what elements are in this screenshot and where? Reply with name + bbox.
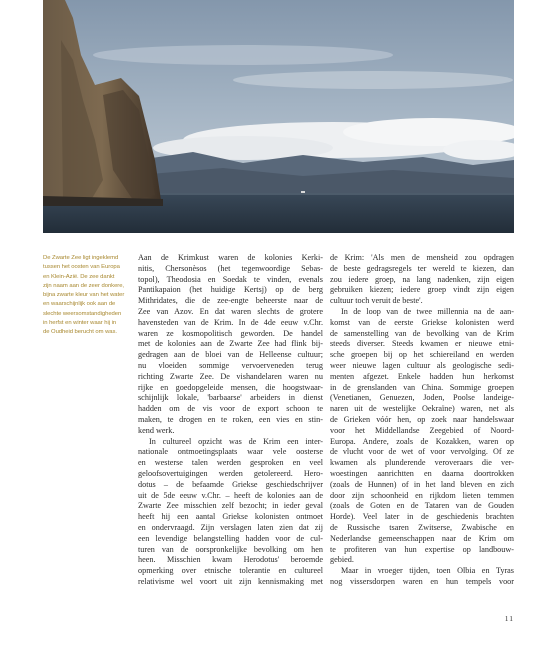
text-line: relativisme wel voort uit zijn kennismaking met (138, 576, 323, 586)
caption-line: de Oudheid berucht om was. (43, 329, 118, 335)
text-line: richting Zwarte Zee. De vishandelaren waren nu (138, 371, 323, 381)
body-text-left-column (138, 253, 323, 588)
text-line: (Venetianen, Genuezen, Joden, Poolse landeige- (330, 393, 514, 403)
text-line: nog vissersdorpen waren en hun tempels voor (330, 576, 514, 586)
text-line: komst van de eerste Griekse kolonisten werd (330, 317, 514, 327)
text-line: Zwarte Zee misschien zelf bezocht; in ieder geval (138, 501, 323, 511)
body-text-right-column (330, 253, 514, 588)
caption-line: en waarschijnlijk ook aan de (43, 301, 116, 308)
caption-line: in herfst en winter waar hij in (43, 319, 117, 326)
text-line: turen van de oorspronkelijke bevolking om hen (138, 544, 323, 554)
text-line: geloofsovertuigingen werden getolereerd. Hero- (138, 468, 323, 478)
text-line: schijnlijk lokale, 'barbaarse' arbeiders in dienst (138, 393, 323, 403)
text-line: uit de 5de eeuw v.Chr. – heeft de kolonies aan de (138, 490, 323, 500)
text-line: topol), Theodosia en Soedak te vinden, evenals (138, 274, 323, 284)
text-line: waren ze kosmopolitisch geworden. De handel (138, 328, 323, 338)
text-line: Nederlandse gemeenschappen naar de Krim om (330, 533, 514, 543)
text-line: gedragen aan de bloei van de Helleense cultuur; (138, 350, 323, 360)
text-line: nitis, Chersonèsos (het tegenwoordige Sebas- (138, 263, 323, 273)
text-line: In cultureel opzicht was de Krim een inter- (149, 436, 323, 446)
caption-line: zijn naam aan de zeer donkere, (43, 282, 125, 289)
text-line: te profiteren van hun expertise op landbouw- (330, 544, 514, 554)
text-line: In de loop van de twee millennia na de aan- (341, 306, 514, 316)
text-line: maken, te drogen en te roken, een vies en stin- (138, 414, 323, 424)
text-line: Europa. Andere, zoals de Kozakken, waren op (330, 436, 514, 446)
text-line: zou iedere groep, na lang nadenken, zijn eigen (330, 274, 514, 284)
text-line: menten afgezet. Enkele hadden hun herkomst (330, 371, 514, 381)
text-line: Zee van Azov. En dat waren slechts de grotere (138, 306, 323, 316)
text-line: een levendige belangstelling hadden voor de cul- (138, 533, 323, 543)
text-line: en westerse talen werden gesproken en veel (138, 458, 323, 468)
text-line: voor het Middellandse Zeegebied of Noord- (330, 425, 514, 435)
text-line: kwamen als plunderende veroveraars die ver- (330, 458, 514, 468)
text-line: (zoals de Goten en de Tataren van de Gouden (330, 501, 514, 511)
text-line: door zijn schoonheid en rijkdom lieten temmen (330, 490, 514, 500)
photo-caption (43, 254, 125, 337)
text-line: de Grieken vóór hen, op zoek naar handelswaar (330, 414, 514, 424)
text-line: Pantikapaion (het huidige Kertsj) op de berg (138, 285, 323, 295)
text-line: hadden om de vis voor de export schoon te (138, 404, 323, 414)
text-line: sche groepen bij op het schiereiland en werden (330, 350, 514, 360)
text-line: havensteden van de Krim. In de 4de eeuw v.Chr. (138, 317, 323, 327)
text-line: Aan de Krimkust waren de kolonies Kerki- (138, 253, 323, 262)
text-line: in de grenslanden van China. Sommige groepen (330, 382, 514, 392)
text-line: rijke en goedopgeleide mensen, die hoogstwaar- (138, 382, 323, 392)
text-line: de Russische tsaren Zwitserse, Zwabische en (330, 522, 514, 532)
text-line: Horde). Veel later in de geschiedenis brachten (330, 512, 514, 522)
text-line: woestingen aanrichtten en daarna doortrokken (330, 468, 514, 478)
text-line: dotus – de befaamde Griekse geschiedschrijver (138, 479, 323, 489)
text-line: met de kolonies aan de Zwarte Zee had flink bij- (138, 339, 323, 349)
text-line: nu vloeiden sommige vervoerveneden terug (138, 360, 323, 370)
text-line: naren uit de westelijke Oekraïne) waren, net als (330, 404, 514, 414)
text-line: heen. Misschien kwam Herodotus' beroemde (138, 555, 323, 565)
text-line: gebruiken kiezen; iedere groep vindt zijn eigen (330, 285, 514, 295)
text-line: nationale ontmoetingsplaats waar vele oosterse (138, 447, 323, 457)
text-line: de beste gedragsregels ter wereld te kiezen, dan (330, 263, 514, 273)
caption-line: De Zwarte Zee ligt ingeklemd (43, 255, 119, 261)
hero-photo (43, 0, 514, 233)
caption-line: bijna zwarte kleur van het water (43, 292, 125, 298)
text-line: de vlucht voor de wet of voor vervolging. Of ze (330, 447, 514, 457)
text-line: gebied. (330, 555, 354, 565)
text-line: heeft hij een aantal Griekse kolonisten ontmoet (138, 512, 323, 522)
text-line: kend werk. (138, 425, 175, 435)
text-line: de samenstelling van de bevolking van de Krim (330, 328, 514, 338)
caption-line: tussen het oosten van Europa (43, 264, 120, 271)
text-line: (zoals de Hunnen) of in het land bleven en zich (330, 479, 514, 489)
text-line: Maar in vroeger tijden, toen Olbia en Tyras (341, 566, 514, 576)
caption-line: slechte weersomstandigheden (43, 310, 122, 317)
text-line: cultuur toch veruit de beste'. (330, 296, 423, 306)
caption-line: en Klein-Azië. De zee dankt (43, 273, 115, 280)
black-sea-coast-photo (43, 0, 514, 233)
text-line: Mithridates, die de zee-engte beheerste naar de (138, 296, 323, 306)
page-number: 11 (504, 614, 514, 623)
text-line: weer nieuwe lagen cultuur als geologische sedi- (330, 360, 514, 370)
text-line: de Krim: 'Als men de mensheid zou opdragen (330, 253, 514, 262)
text-line: opmerking over etnische tolerantie en cultureel (138, 566, 323, 576)
text-line: steeds diverser. Steeds kwamen er nieuwe etni- (330, 339, 514, 349)
text-line: en ondervraagd. Zijn verslagen laten zien dat zij (138, 522, 323, 532)
